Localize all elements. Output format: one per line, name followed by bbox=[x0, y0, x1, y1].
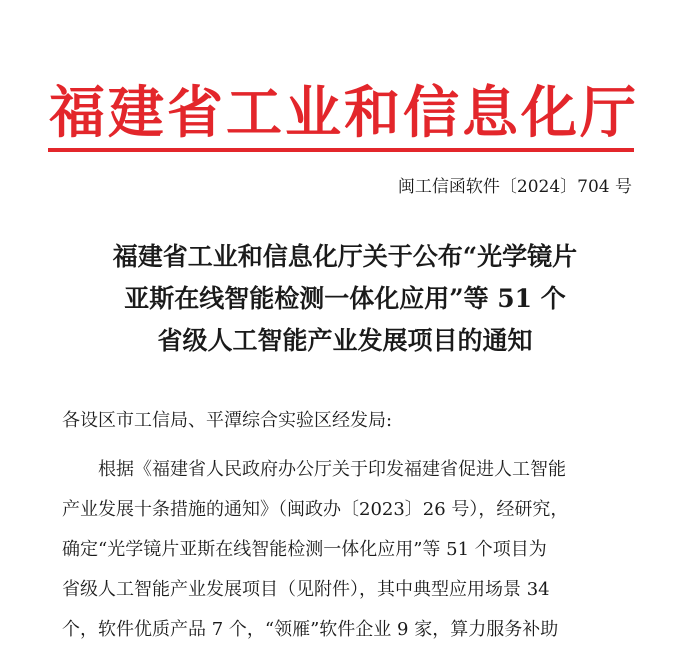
body-line-3: 确定“光学镜片亚斯在线智能检测一体化应用”等 51 个项目为 bbox=[62, 539, 547, 560]
document-title bbox=[40, 236, 650, 362]
body-line-4: 省级人工智能产业发展项目（见附件），其中典型应用场景 34 bbox=[62, 579, 550, 600]
body-line-1: 根据《福建省人民政府办公厅关于印发福建省促进人工智能 bbox=[98, 459, 566, 480]
masthead-title: 福建省工业和信息化厅 bbox=[49, 80, 639, 146]
title-line-2: 亚斯在线智能检测一体化应用”等 51 个 bbox=[124, 284, 566, 313]
body-paragraph bbox=[62, 450, 634, 650]
title-line-1: 福建省工业和信息化厅关于公布“光学镜片 bbox=[112, 242, 578, 271]
masthead-red-rule bbox=[48, 148, 634, 152]
salutation: 各设区市工信局、平潭综合实验区经发局: bbox=[62, 410, 393, 431]
body-line-5: 个，软件优质产品 7 个，“领雁”软件企业 9 家，算力服务补助 bbox=[62, 619, 559, 640]
document-number: 闽工信函软件〔2024〕704 号 bbox=[397, 177, 632, 197]
body-line-2: 产业发展十条措施的通知》（闽政办〔2023〕26 号），经研究， bbox=[62, 499, 569, 520]
title-line-3: 省级人工智能产业发展项目的通知 bbox=[157, 326, 533, 355]
